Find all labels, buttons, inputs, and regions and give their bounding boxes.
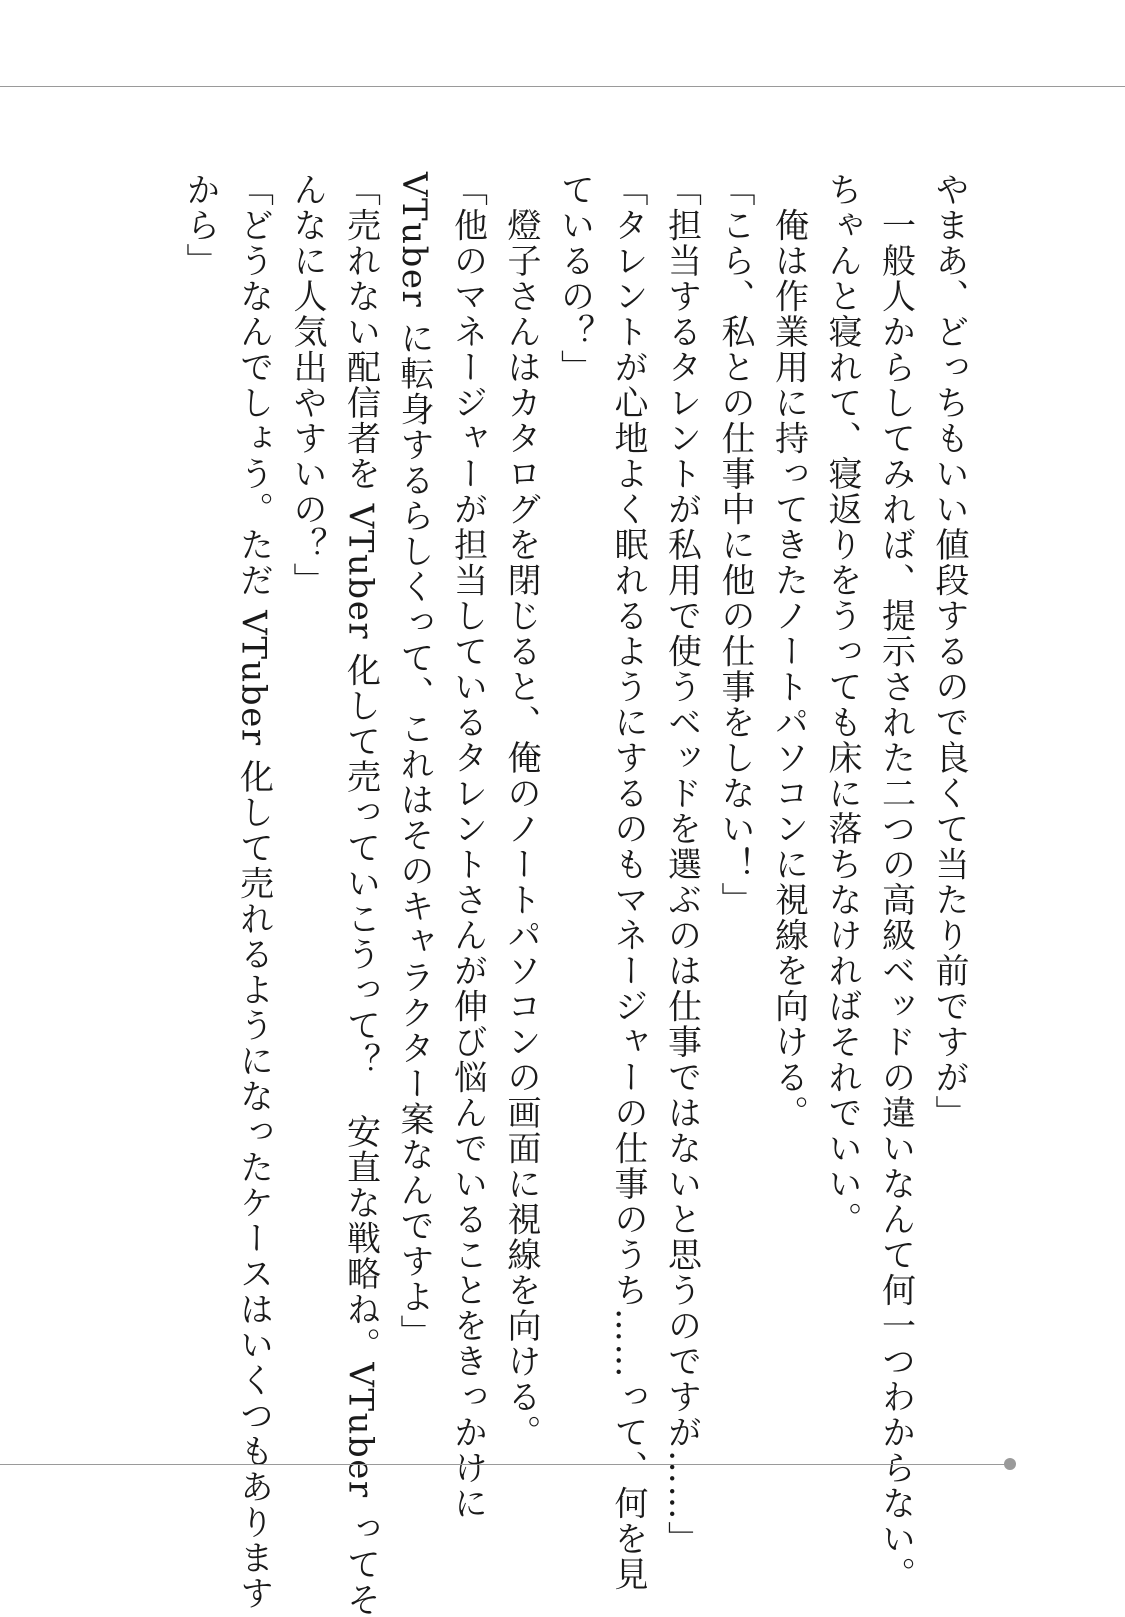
text-line-13: んなに人気出やすいの？」	[287, 172, 327, 598]
text-line-12: 「売れない配信者を VTuber 化して売っていこうって？ 安直な戦略ね。VTuber ってそ	[340, 172, 381, 1617]
text-line-15: から」	[180, 172, 220, 279]
text-line-7: 「タレントが心地よく眠れるようにするのもマネージャーの仕事のうち……って、何を見	[608, 172, 648, 1592]
text-line-3: ちゃんと寝れて、寝返りをうっても床に落ちなければそれでいい。	[822, 172, 862, 1237]
text-line-11: VTuber に転身するらしくって、これはそのキャラクター案なんですよ」	[394, 172, 434, 1351]
text-line-2: 一般人からしてみれば、提示された二つの高級ベッドの違いなんて何一つわからない。	[875, 172, 916, 1592]
text-line-9: 燈子さんはカタログを閉じると、俺のノートパソコンの画面に視線を向ける。	[501, 172, 541, 1450]
text-line-6: 「担当するタレントが私用で使うベッドを選ぶのは仕事ではないと思うのですが……」	[661, 172, 702, 1557]
top-rule	[0, 86, 1125, 87]
text-line-5: 「こら、私との仕事中に他の仕事をしない！」	[715, 172, 755, 918]
text-line-10: 「他のマネージャーが担当しているタレントさんが伸び悩んでいることをきっかけに	[447, 172, 488, 1521]
bottom-rule	[0, 1464, 1010, 1465]
text-line-1: やまあ、どっちもいい値段するので良くて当たり前ですが」	[929, 172, 969, 1131]
text-line-4: 俺は作業用に持ってきたノートパソコンに視線を向ける。	[768, 172, 809, 1131]
vertical-text-body	[173, 172, 976, 1617]
rule-end-dot	[1004, 1458, 1016, 1470]
text-line-14: 「どうなんでしょう。ただ VTuber 化して売れるようになったケースはいくつもあります	[233, 172, 274, 1611]
text-line-8: ているの？」	[554, 172, 595, 385]
